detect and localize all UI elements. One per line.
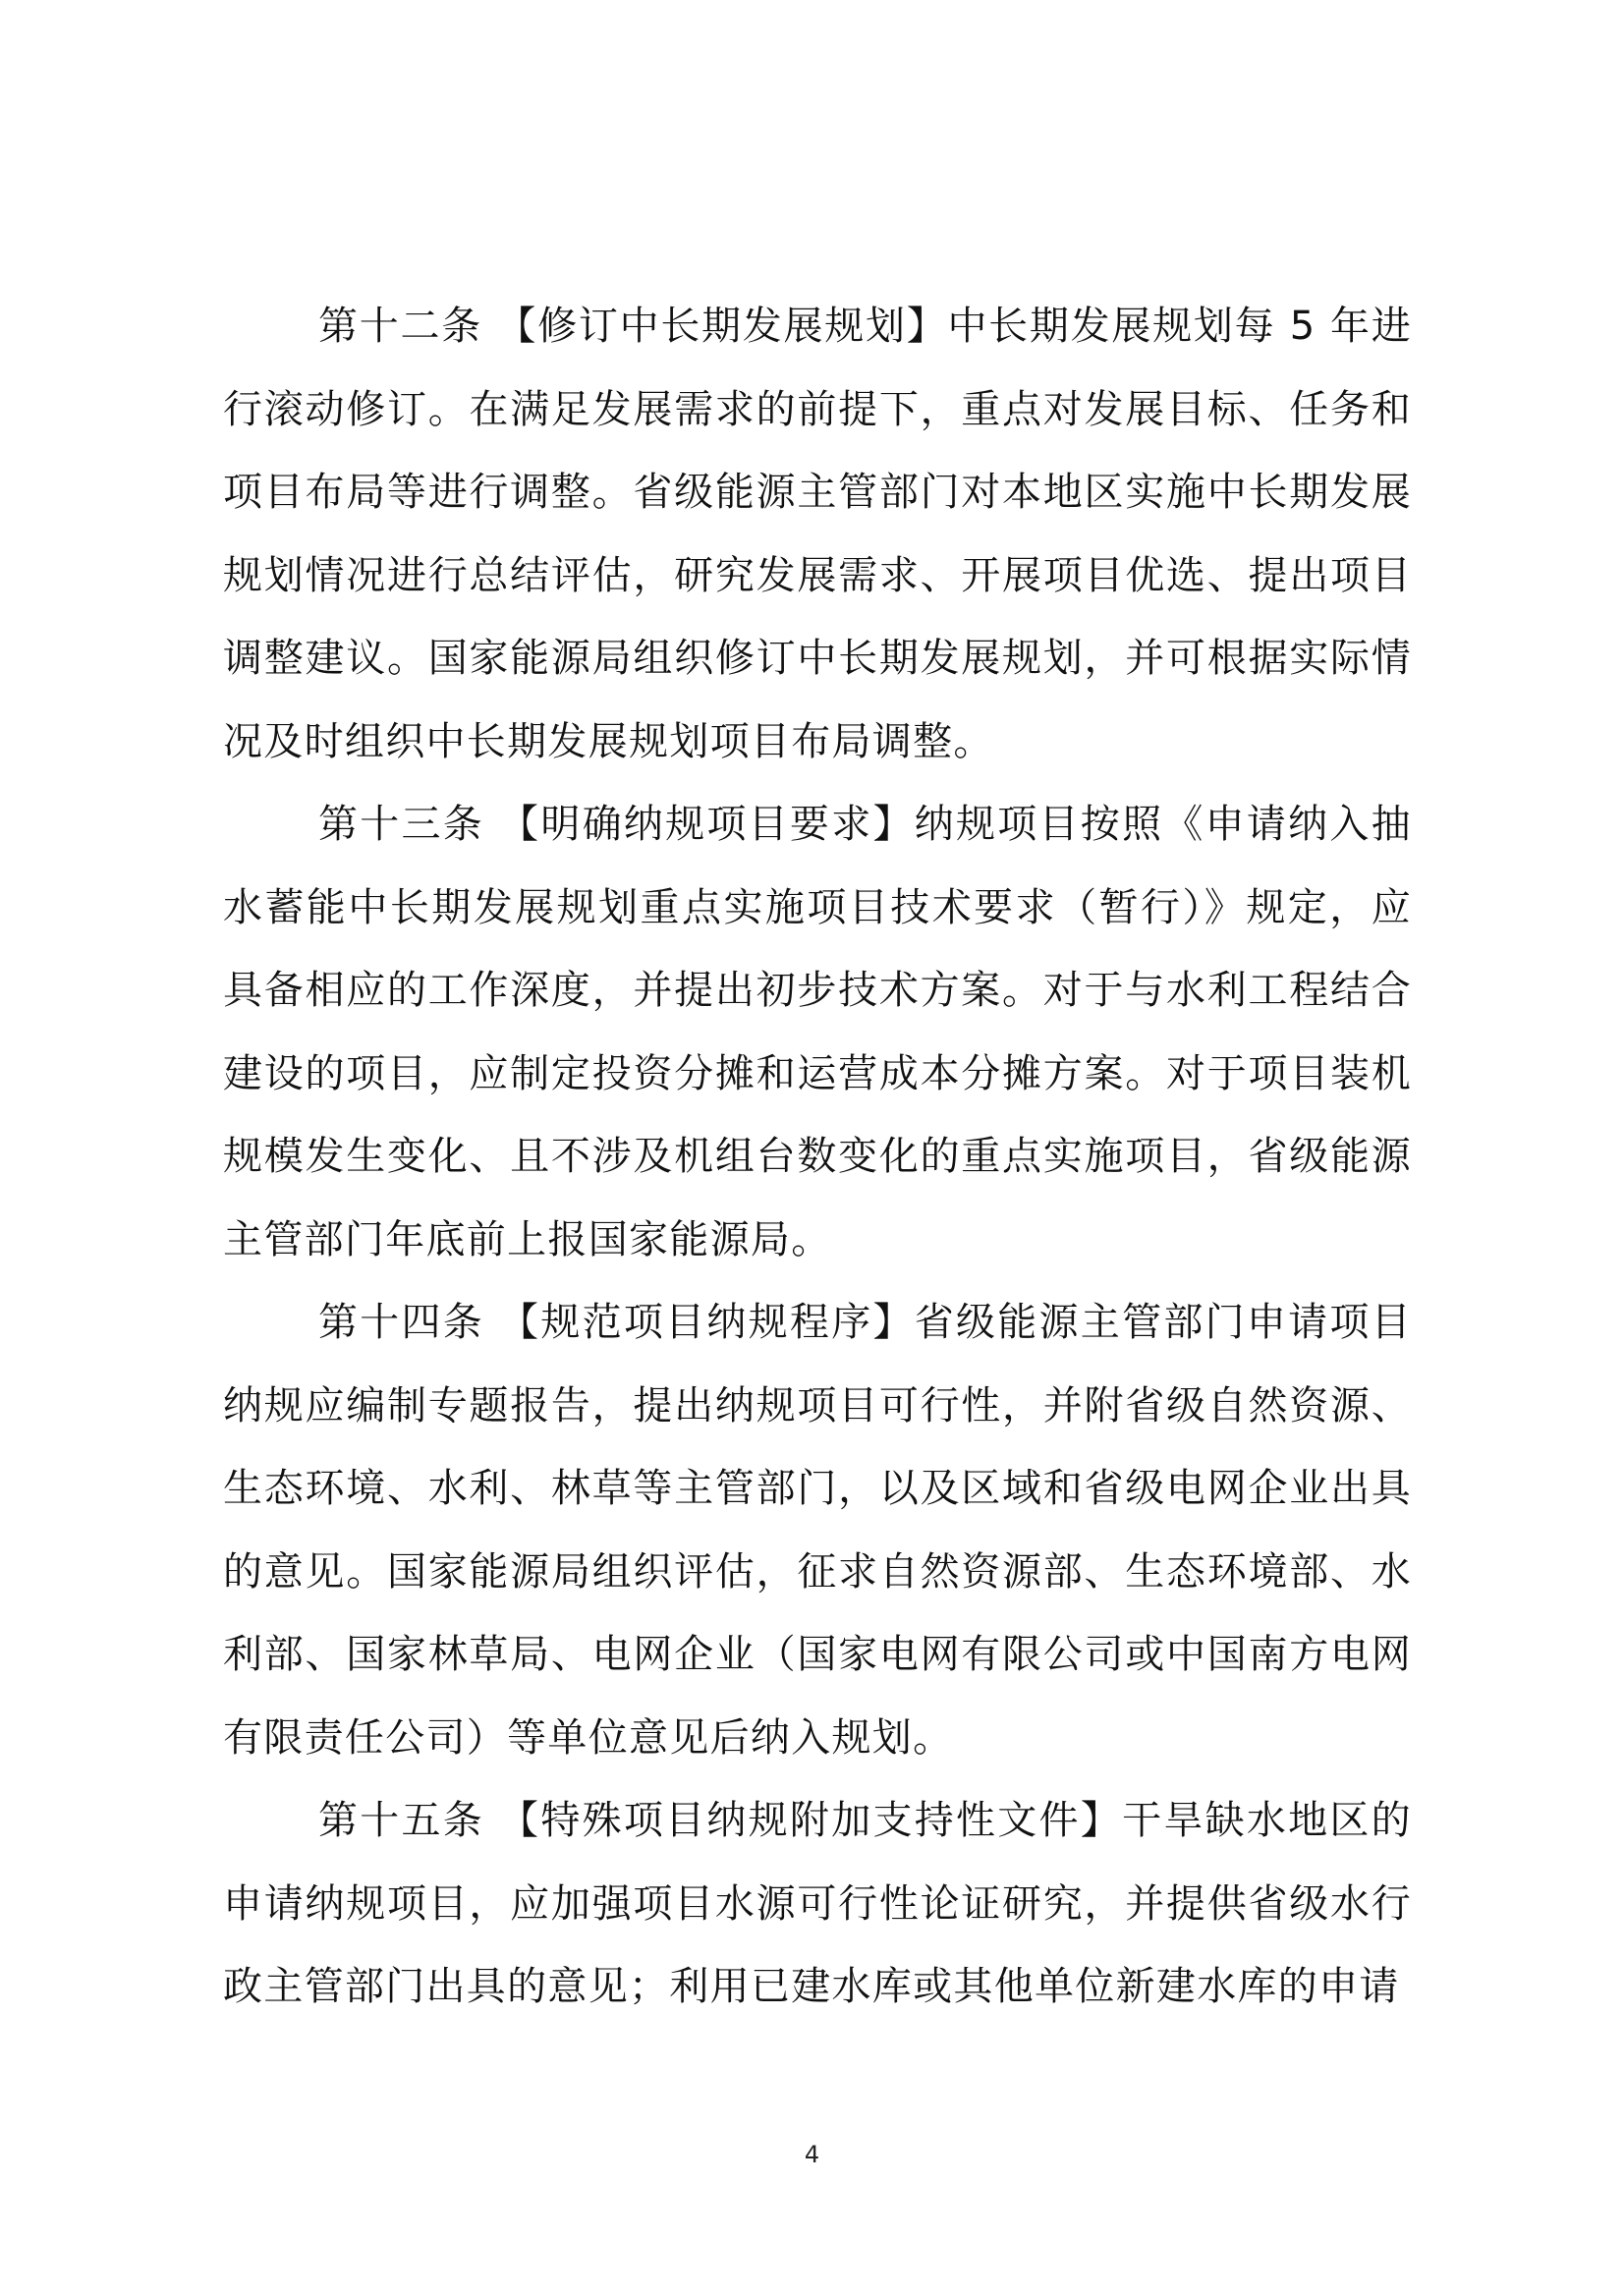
page-number: 4 xyxy=(804,2141,820,2168)
document-body xyxy=(223,285,1412,2029)
article-13-paragraph: 第十三条 【明确纳规项目要求】纳规项目按照《申请纳入抽水蓄能中长期发展规划重点实施项目技术要求（暂行）》规定，应具备相应的工作深度，并提出初步技术方案。对于与水利工程结合建设的项目，应制定投资分摊和运营成本分摊方案。对于项目装机规模发生变化、且不涉及机组台数变化的重点实施项目，省级能源主管部门年底前上报国家能源局。 xyxy=(223,802,1412,1262)
article-12-paragraph: 第十二条 【修订中长期发展规划】中长期发展规划每 5 年进行滚动修订。在满足发展需求的前提下，重点对发展目标、任务和项目布局等进行调整。省级能源主管部门对本地区实施中长期发展规划情况进行总结评估，研究发展需求、开展项目优选、提出项目调整建议。国家能源局组织修订中长期发展规划，并可根据实际情况及时组织中长期发展规划项目布局调整。 xyxy=(223,304,1412,764)
article-14-paragraph: 第十四条 【规范项目纳规程序】省级能源主管部门申请项目纳规应编制专题报告，提出纳规项目可行性，并附省级自然资源、生态环境、水利、林草等主管部门，以及区域和省级电网企业出具的意见。国家能源局组织评估，征求自然资源部、生态环境部、水利部、国家林草局、电网企业（国家电网有限公司或中国南方电网有限责任公司）等单位意见后纳入规划。 xyxy=(223,1300,1412,1761)
article-15-paragraph: 第十五条 【特殊项目纳规附加支持性文件】干旱缺水地区的申请纳规项目，应加强项目水源可行性论证研究，并提供省级水行政主管部门出具的意见；利用已建水库或其他单位新建水库的申请 xyxy=(223,1798,1412,2009)
